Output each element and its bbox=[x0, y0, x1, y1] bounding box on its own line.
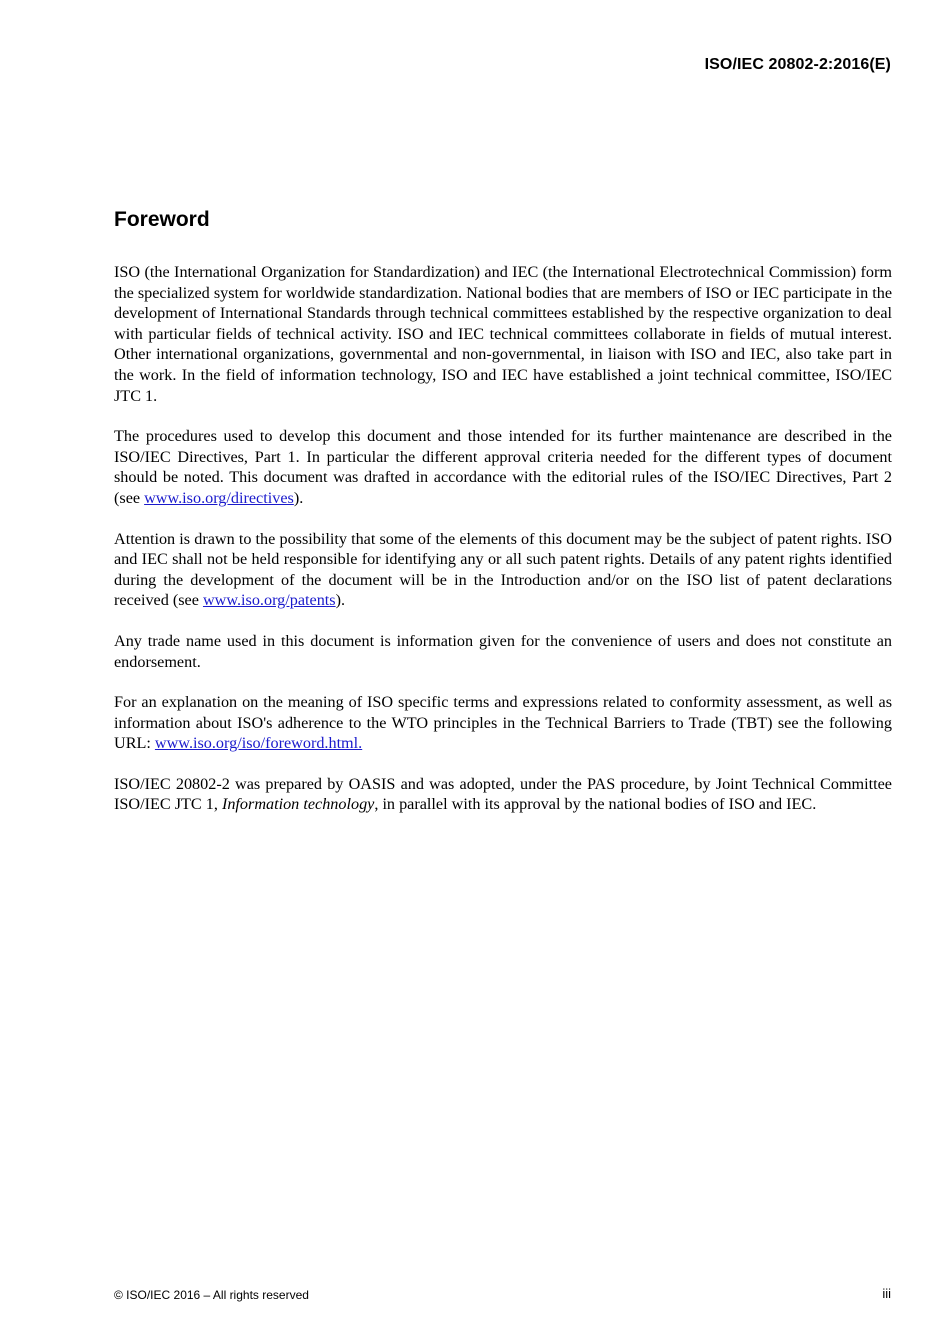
page-title: Foreword bbox=[114, 208, 210, 231]
paragraph-procedures bbox=[114, 426, 892, 508]
foreword-section bbox=[114, 208, 892, 835]
foreword-url-link[interactable]: www.iso.org/iso/foreword.html. bbox=[154, 734, 363, 753]
paragraph-preparation-end: , in parallel with its approval by the national bodies of ISO and IEC. bbox=[374, 795, 817, 814]
paragraph-preparation bbox=[114, 774, 892, 815]
directives-link[interactable]: www.iso.org/directives bbox=[144, 488, 294, 507]
copyright-notice: © ISO/IEC 2016 – All rights reserved bbox=[114, 1288, 309, 1302]
paragraph-trade-name: Any trade name used in this document is information given for the convenience of users and does not constitute an endorsement. bbox=[114, 631, 892, 671]
paragraph-procedures-end: ). bbox=[293, 488, 304, 507]
paragraph-patents bbox=[114, 529, 892, 611]
paragraph-procedures-text: The procedures used to develop this document and those intended for its further maintenance are described in the ISO/IEC Directives, Part 1. In particular the different approval criteria needed for the different types of document should be noted. This document was drafted in accordance with the editorial rules of the ISO/IEC Directives, Part 2 (see bbox=[114, 427, 892, 507]
paragraph-patents-end: ). bbox=[335, 591, 346, 610]
paragraph-iso-iec-intro: ISO (the International Organization for Standardization) and IEC (the International Electrotechnical Commission) form the specialized system for worldwide standardization. National bodies that are members of ISO or IEC participate in the development of International Standards through technical committees established by the respective organization to deal with particular fields of technical activity. ISO and IEC technical committees collaborate in fields of mutual interest. Other international organizations, governmental and non-governmental, in liaison with ISO and IEC, also take part in the work. In the field of information technology, ISO and IEC have established a joint technical committee, ISO/IEC JTC 1. bbox=[114, 263, 892, 405]
paragraph-patents-text: Attention is drawn to the possibility that some of the elements of this document may be the subject of patent rights. ISO and IEC shall not be held responsible for identifying any or all such patent rights. Details of any patent rights identified during the development of the document will be in the Introduction and/or on the ISO list of patent declarations received (see bbox=[114, 529, 892, 610]
page-number: iii bbox=[882, 1286, 891, 1301]
paragraph-preparation-italic: Information technology bbox=[221, 795, 375, 814]
patents-link[interactable]: www.iso.org/patents bbox=[202, 591, 336, 610]
paragraph-conformity bbox=[114, 692, 892, 754]
paragraph-preparation-text: ISO/IEC 20802-2 was prepared by OASIS and was adopted, under the PAS procedure, by Joint Technical Committee ISO/IEC JTC 1, bbox=[114, 774, 892, 814]
document-id: ISO/IEC 20802-2:2016(E) bbox=[704, 56, 891, 73]
paragraph-conformity-text: For an explanation on the meaning of ISO specific terms and expressions related to conformity assessment, as well as information about ISO's adherence to the WTO principles in the Technical Barriers to Trade (TBT) see the following URL: bbox=[114, 693, 892, 753]
